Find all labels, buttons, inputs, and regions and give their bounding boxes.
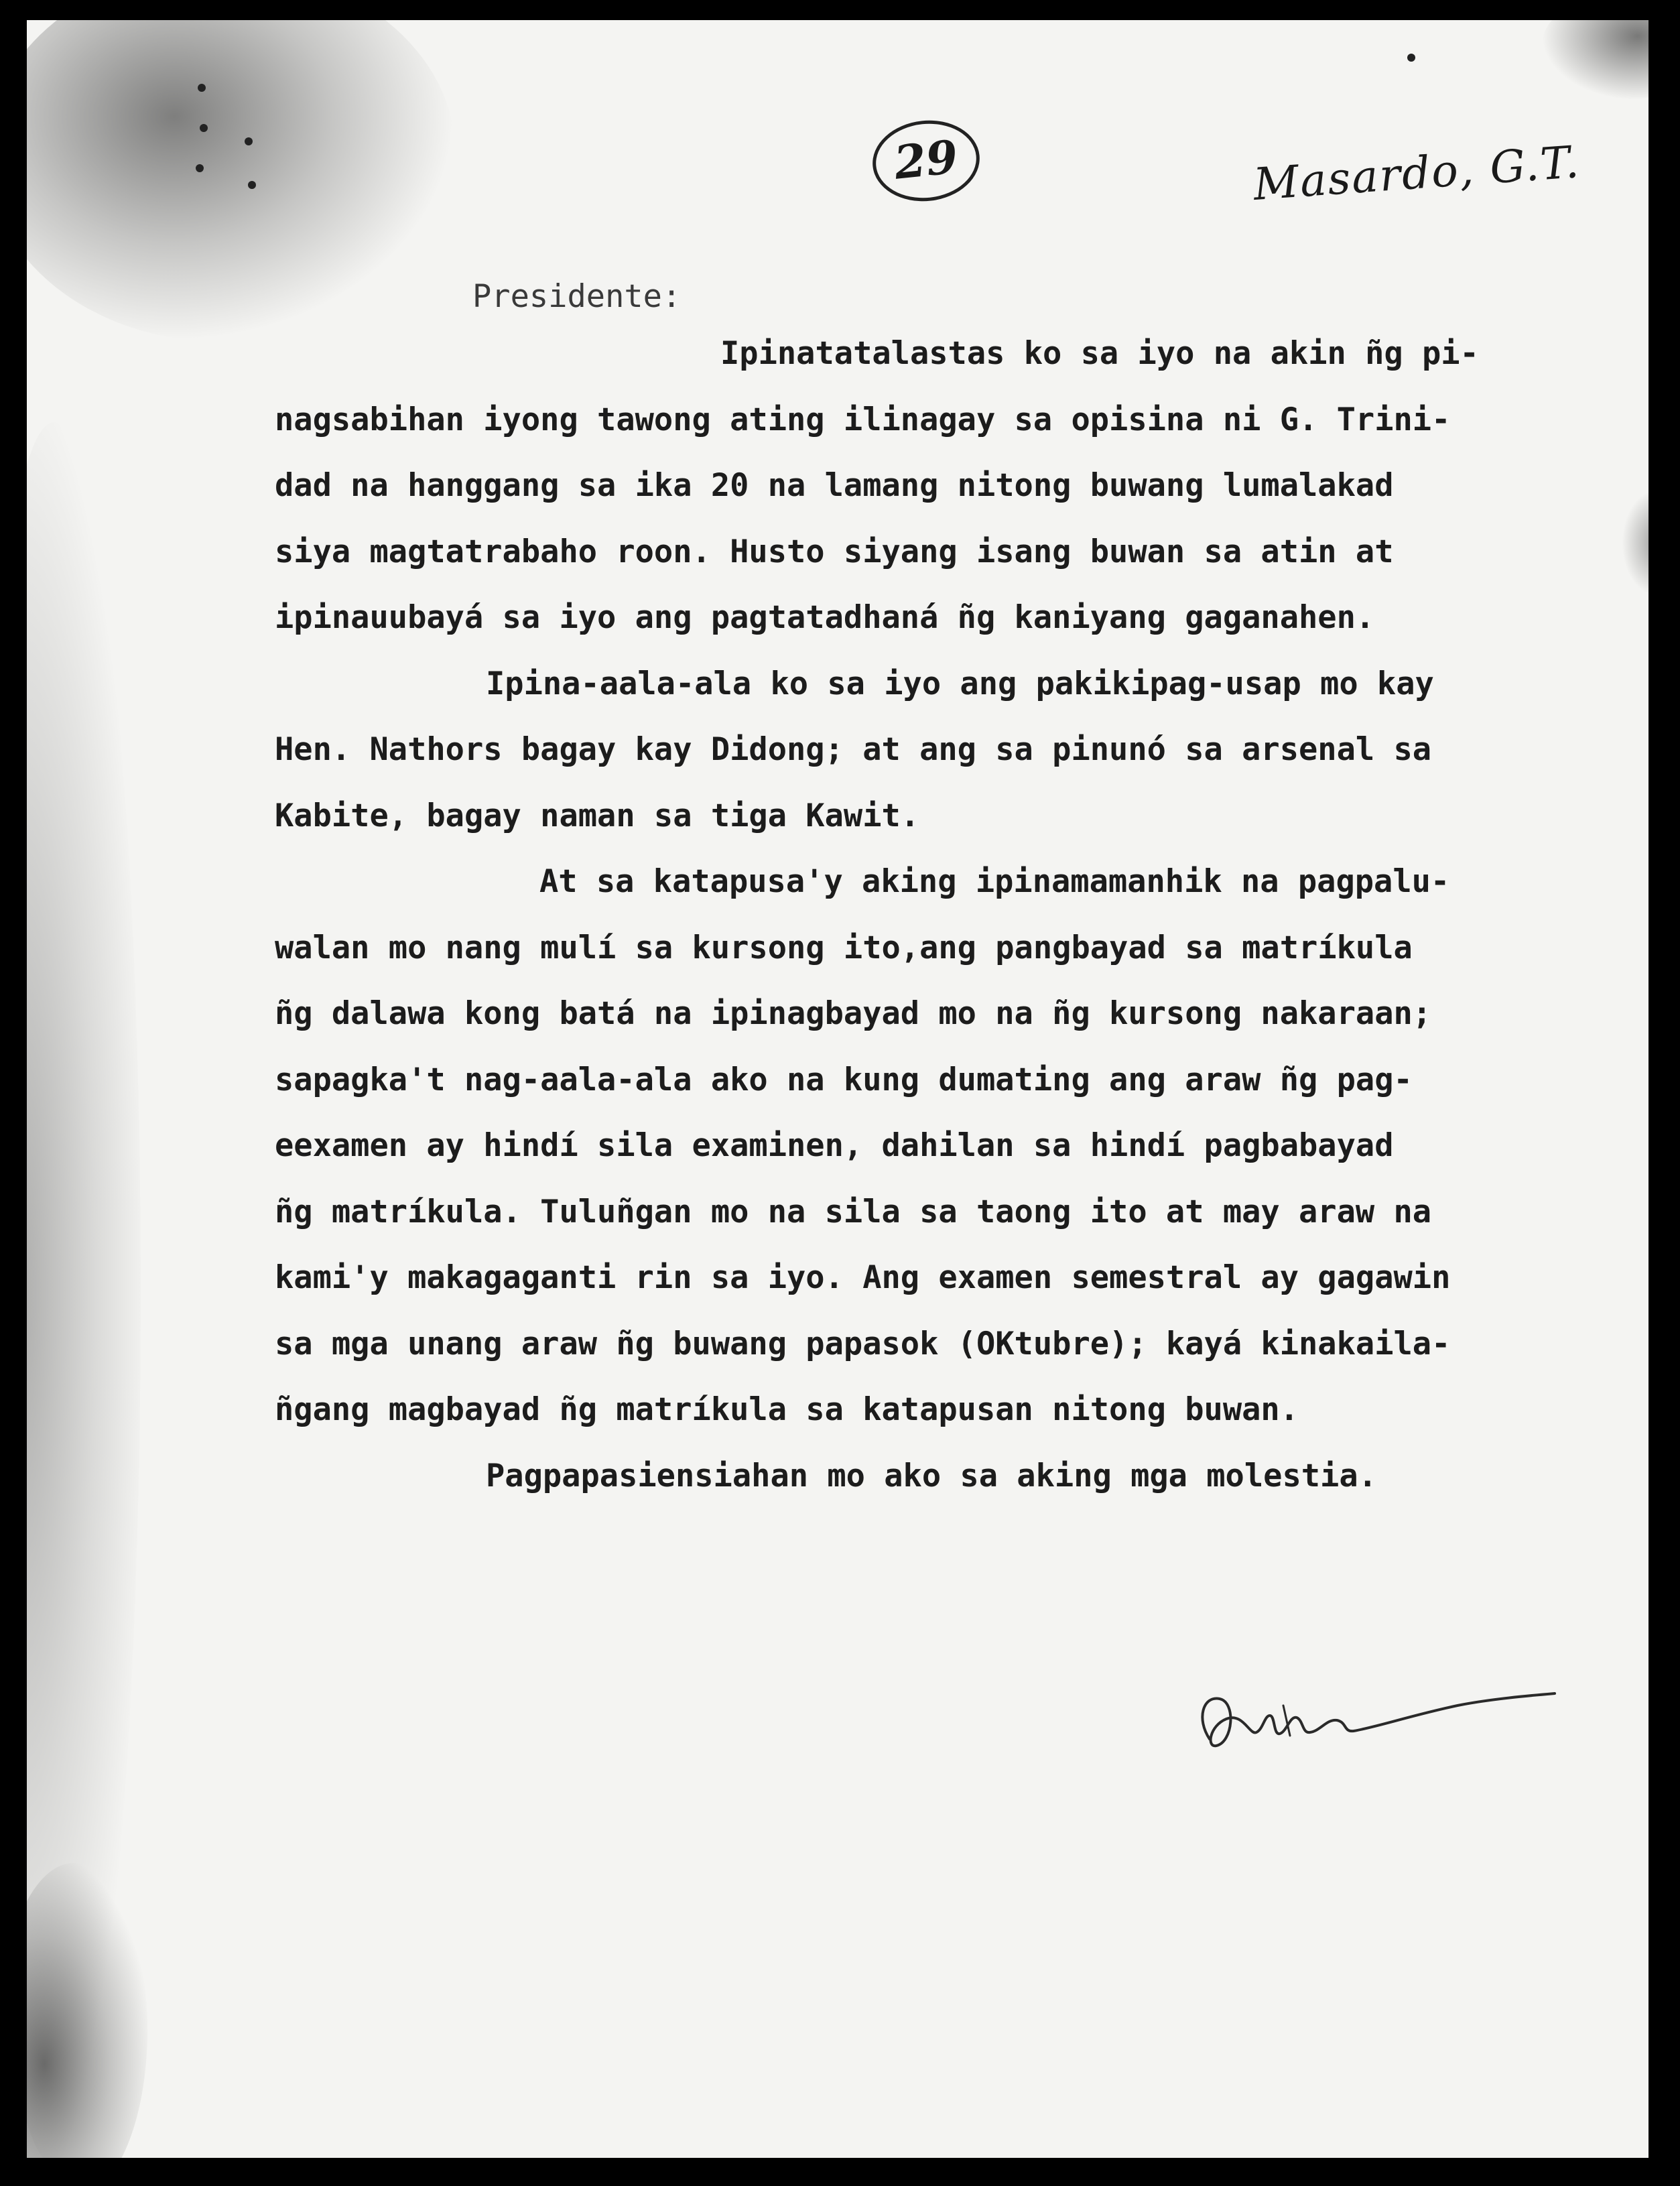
- letter-line: sapagka't nag-aala-ala ako na kung dumating ang araw ñg pag-: [275, 1061, 1413, 1098]
- letter-line: nagsabihan iyong tawong ating ilinagay sa opisina ni G. Trini-: [275, 401, 1451, 438]
- letter-line: Ipina-aala-ala ko sa iyo ang pakikipag-usap mo kay: [486, 665, 1434, 702]
- letter-line: ñg matríkula. Tuluñgan mo na sila sa taong ito at may araw na: [275, 1193, 1432, 1230]
- handwritten-note: Masardo, G.T.: [1251, 136, 1582, 210]
- letter-line: walan mo nang mulí sa kursong ito,ang pangbayad sa matríkula: [275, 929, 1413, 966]
- letter-line: Pagpapasiensiahan mo ako sa aking mga molestia.: [486, 1457, 1377, 1494]
- letter-line: Kabite, bagay naman sa tiga Kawit.: [275, 797, 920, 834]
- letter-line: ipinauubayá sa iyo ang pagtatadhaná ñg kaniyang gaganahen.: [275, 599, 1375, 636]
- letter-line: eexamen ay hindí sila examinen, dahilan sa hindí pagbabayad: [275, 1127, 1394, 1164]
- page-number: 29: [868, 115, 984, 206]
- letter-line: ñgang magbayad ñg matríkula sa katapusan nitong buwan.: [275, 1391, 1299, 1428]
- letter-body: [27, 20, 1649, 2158]
- letter-line: Hen. Nathors bagay kay Didong; at ang sa pinunó sa arsenal sa: [275, 731, 1432, 768]
- salutation: Presidente:: [472, 278, 682, 315]
- letter-page: [27, 20, 1649, 2158]
- letter-line: At sa katapusa'y aking ipinamamanhik na pagpalu-: [539, 863, 1450, 900]
- letter-line: ñg dalawa kong batá na ipinagbayad mo na ñg kursong nakaraan;: [275, 995, 1432, 1032]
- letter-line: dad na hanggang sa ika 20 na lamang nitong buwang lumalakad: [275, 467, 1394, 504]
- signature-icon: [1189, 1679, 1565, 1766]
- letter-line: kami'y makagaganti rin sa iyo. Ang examen semestral ay gagawin: [275, 1259, 1451, 1296]
- letter-line: Ipinatatalastas ko sa iyo na akin ñg pi-: [720, 335, 1479, 372]
- letter-line: sa mga unang araw ñg buwang papasok (OKtubre); kayá kinakaila-: [275, 1325, 1451, 1362]
- letter-line: siya magtatrabaho roon. Husto siyang isang buwan sa atin at: [275, 533, 1394, 570]
